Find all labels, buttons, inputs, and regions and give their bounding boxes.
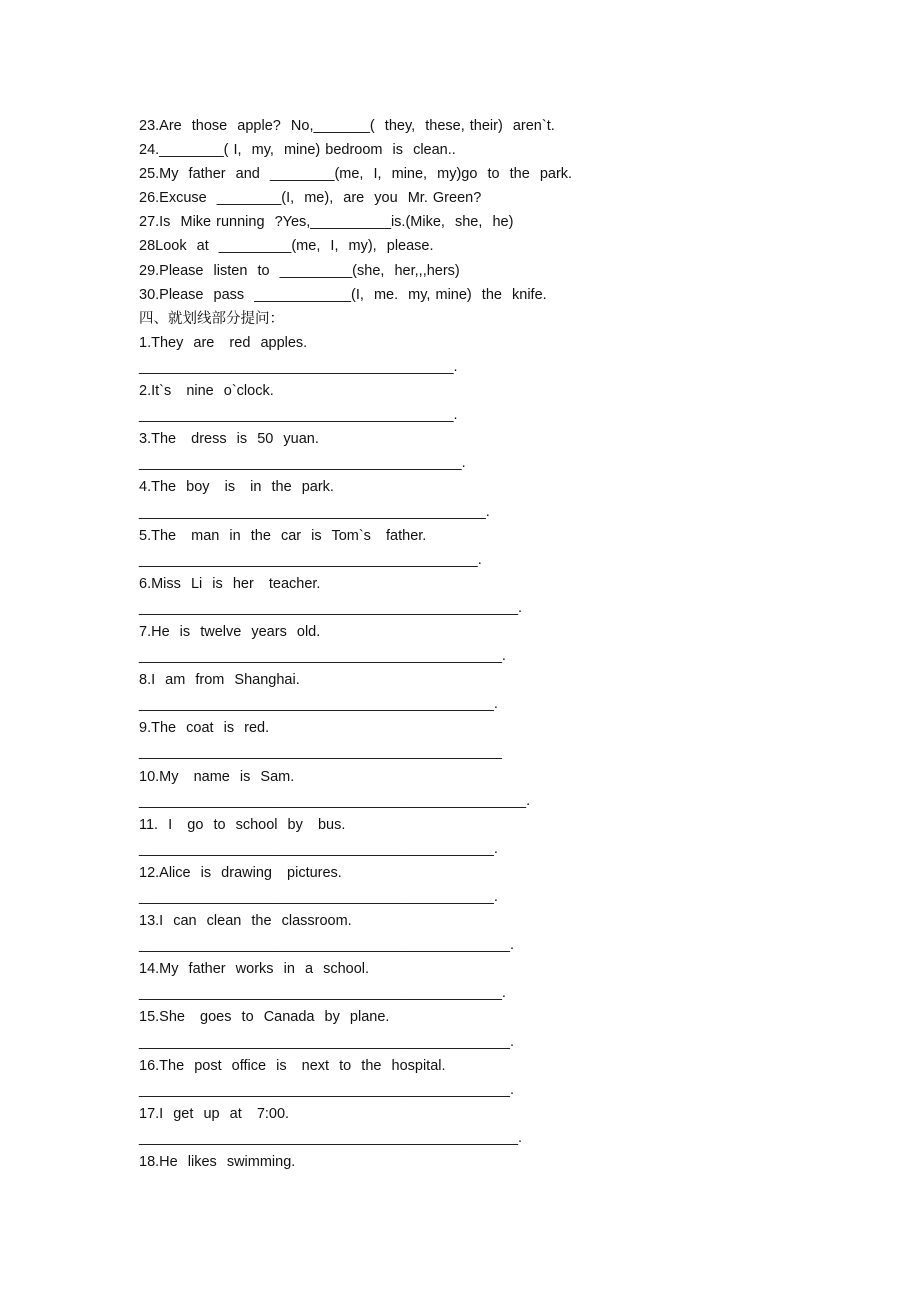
answer-line-8: ____________________________________________. (139, 696, 498, 713)
question-7: 7.He is twelve years old. (139, 623, 321, 640)
fill-blank-29: 29.Please listen to _________(she, her,,,hers) (139, 262, 460, 279)
answer-line-11: ____________________________________________. (139, 840, 498, 857)
answer-line-6: _______________________________________________. (139, 599, 523, 616)
answer-line-2: _______________________________________. (139, 407, 458, 424)
answer-line-12: ____________________________________________. (139, 889, 498, 905)
fill-blank-28: 28Look at _________(me, I, my), please. (139, 238, 434, 255)
fill-blank-27: 27.Is Mike running ?Yes,__________is.(Mike, she, he) (139, 214, 514, 231)
question-18: 18.He likes swimming. (139, 1154, 296, 1171)
question-2: 2.It`s nine o`clock. (139, 383, 274, 400)
question-15: 15.She goes to Canada by plane. (139, 1009, 390, 1026)
worksheet-content (139, 114, 859, 1174)
question-13: 13.I can clean the classroom. (139, 913, 352, 930)
question-8: 8.I am from Shanghai. (139, 672, 300, 689)
section-heading: 四、就划线部分提问： (139, 310, 284, 327)
answer-line-7: _____________________________________________. (139, 648, 506, 665)
question-5: 5.The man in the car is Tom`s father. (139, 527, 427, 544)
fill-blank-30: 30.Please pass ____________(I, me. my, mine) the knife. (139, 286, 547, 303)
fill-blank-23: 23.Are those apple? No,_______( they, these, their) aren`t. (139, 118, 555, 134)
question-16: 16.The post office is next to the hospital. (139, 1057, 446, 1074)
question-9: 9.The coat is red. (139, 720, 270, 737)
fill-blank-25: 25.My father and ________(me, I, mine, my)go to the park. (139, 166, 573, 183)
question-14: 14.My father works in a school. (139, 961, 370, 978)
fill-blank-26: 26.Excuse ________(I, me), are you Mr. Green? (139, 190, 482, 207)
question-4: 4.The boy is in the park. (139, 479, 334, 496)
answer-line-4: ___________________________________________. (139, 503, 490, 520)
answer-line-13: ______________________________________________. (139, 937, 514, 954)
answer-line-10: ________________________________________________. (139, 792, 531, 809)
answer-line-14: _____________________________________________. (139, 985, 506, 1002)
fill-blank-24: 24.________( I, my, mine) bedroom is clean.. (139, 142, 456, 159)
question-11: 11. I go to school by bus. (139, 816, 346, 833)
question-17: 17.I get up at 7:00. (139, 1105, 290, 1122)
answer-line-3: ________________________________________. (139, 455, 466, 472)
question-3: 3.The dress is 50 yuan. (139, 431, 319, 448)
question-1: 1.They are red apples. (139, 334, 308, 351)
answer-line-16: ______________________________________________. (139, 1081, 514, 1098)
question-12: 12.Alice is drawing pictures. (139, 864, 342, 881)
answer-line-15: ______________________________________________. (139, 1033, 514, 1050)
answer-line-9: _____________________________________________ (139, 744, 502, 761)
question-10: 10.My name is Sam. (139, 768, 295, 785)
answer-line-1: _______________________________________. (139, 358, 458, 375)
answer-line-17: _______________________________________________. (139, 1129, 523, 1146)
answer-line-5: __________________________________________. (139, 551, 482, 568)
question-6: 6.Miss Li is her teacher. (139, 575, 321, 592)
